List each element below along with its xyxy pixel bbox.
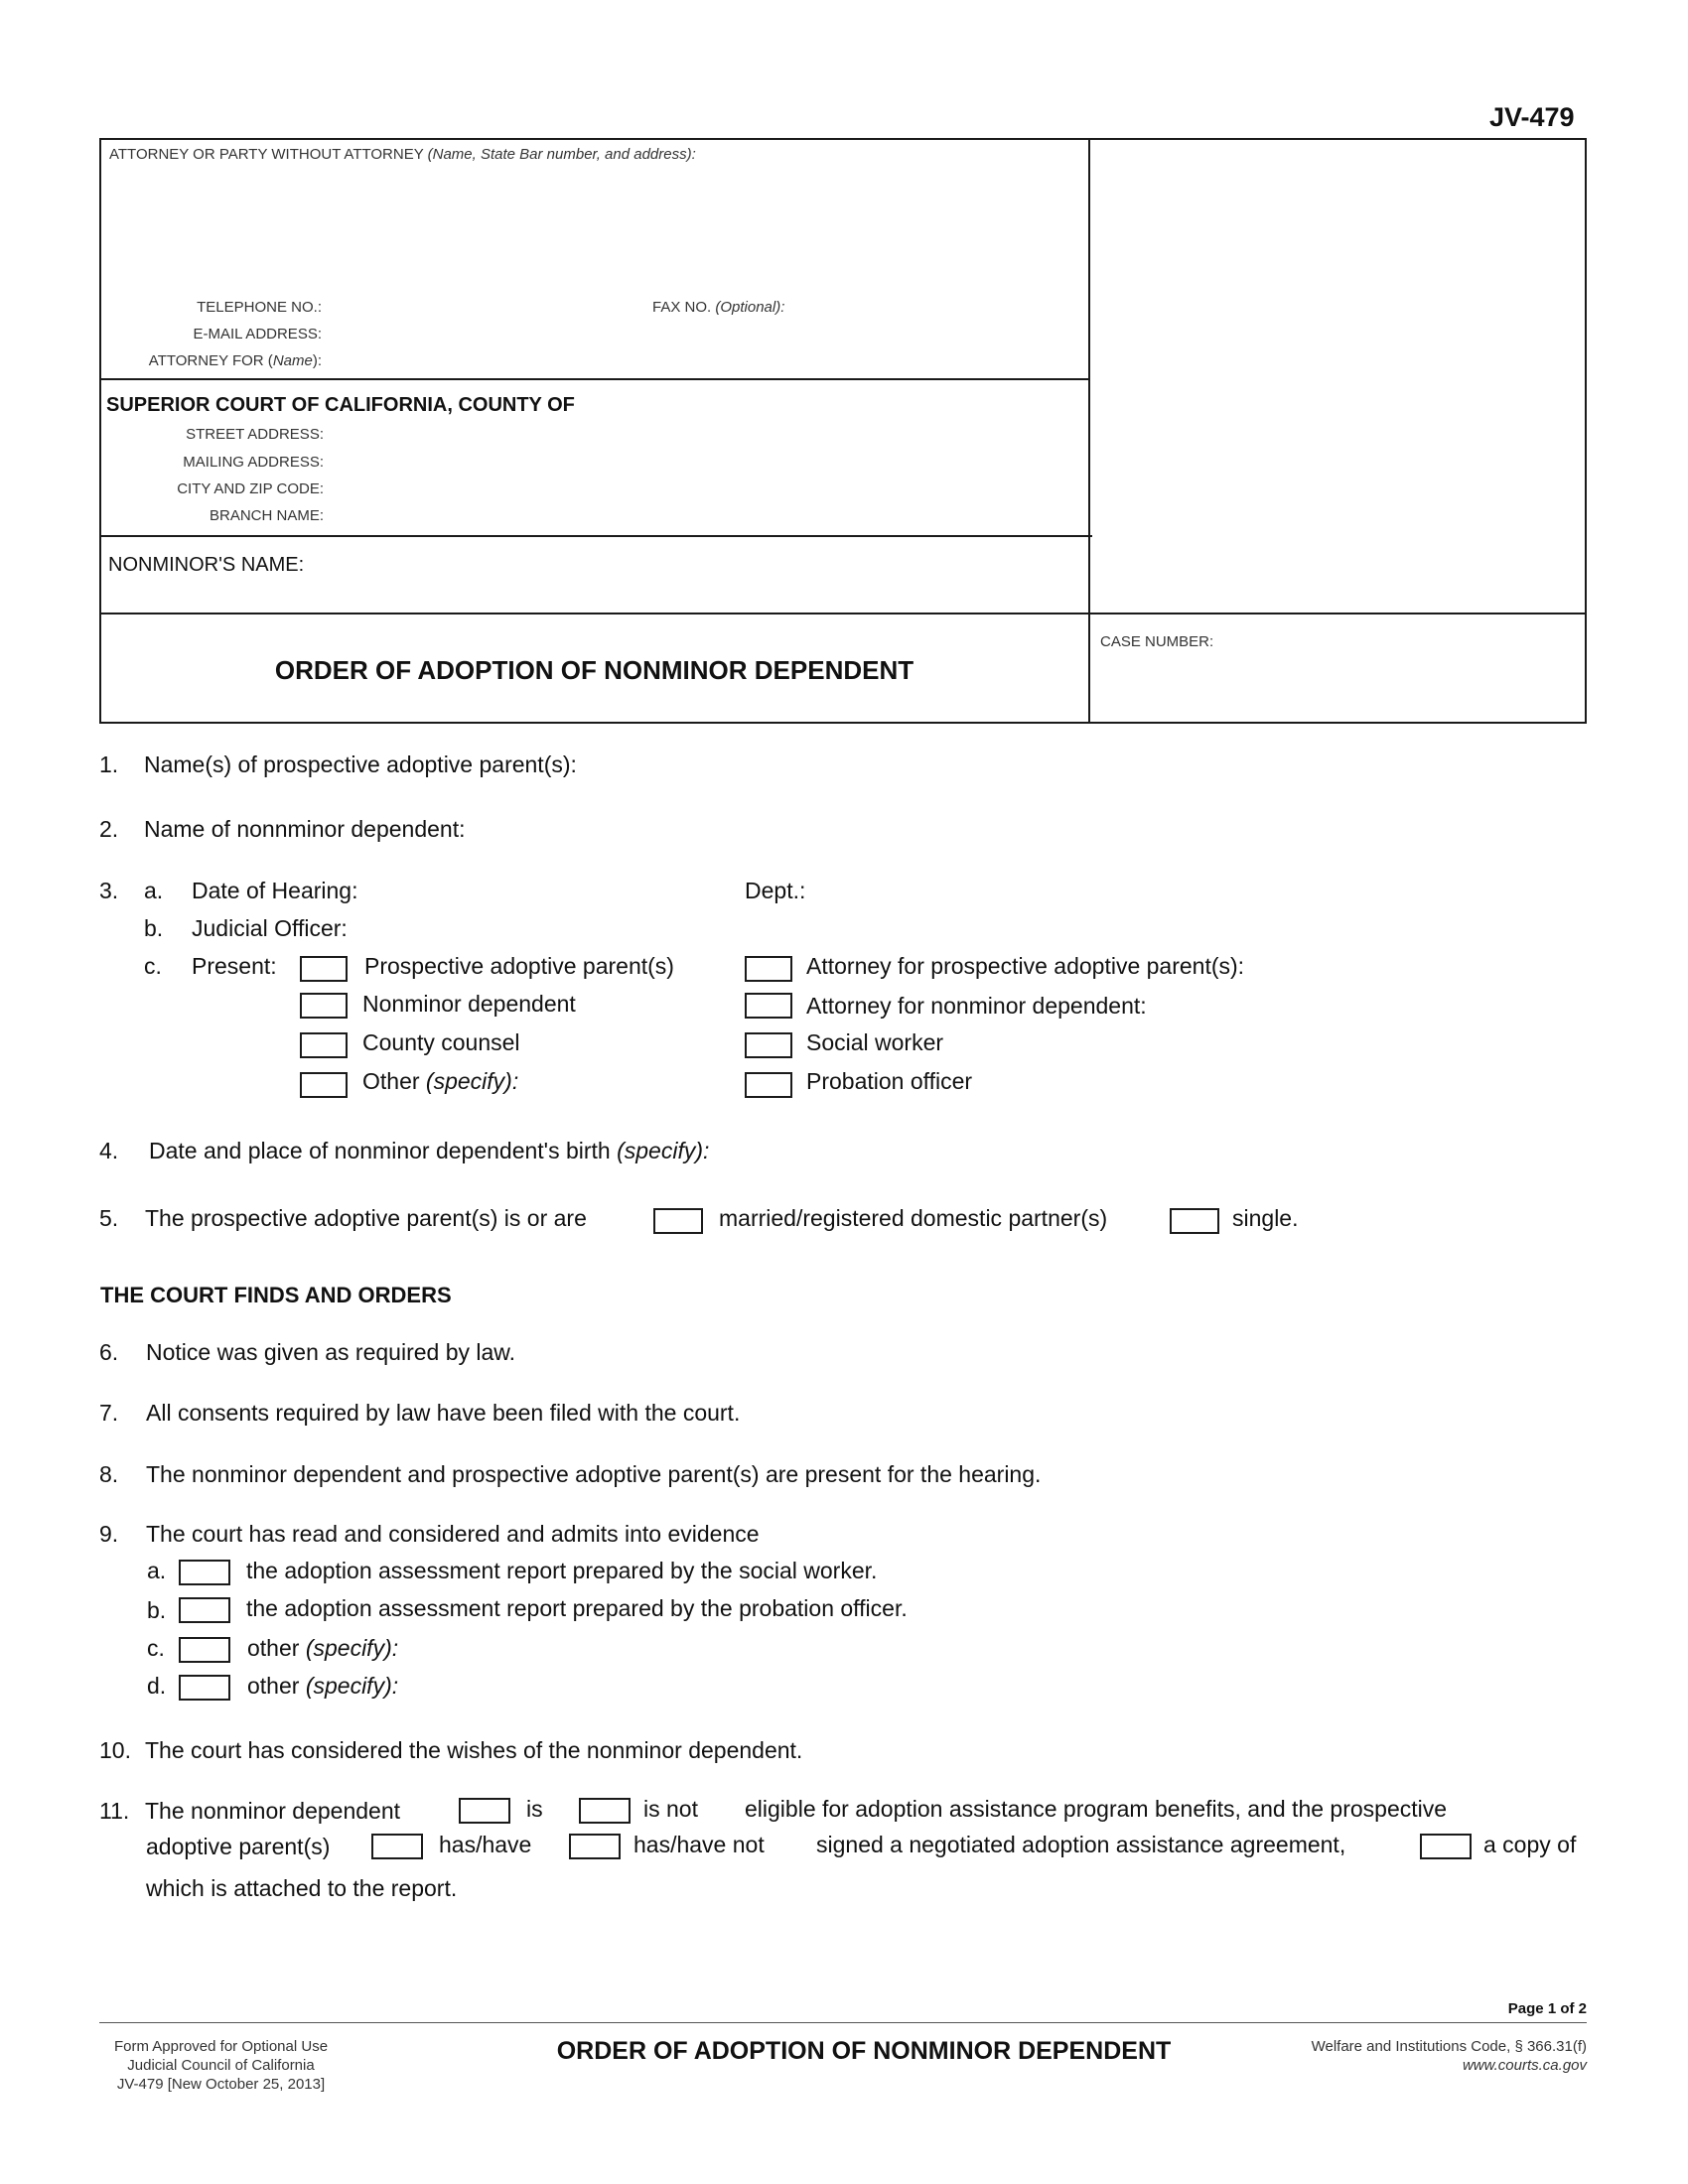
present-county-counsel: County counsel (362, 1029, 520, 1055)
item-5-text: The prospective adoptive parent(s) is or are (145, 1205, 587, 1231)
present-prospective-parents: Prospective adoptive parent(s) (364, 953, 674, 979)
item-9d-letter: d. (147, 1673, 167, 1699)
item-6-text: Notice was given as required by law. (146, 1339, 516, 1365)
item-11-text-4: signed a negotiated adoption assistance agreement, (816, 1832, 1346, 1857)
item-9c-text: other (specify): (247, 1635, 399, 1661)
item-9c-input[interactable] (422, 1633, 1574, 1661)
item-3c-letter: c. (144, 953, 162, 979)
checkbox-9a[interactable] (179, 1560, 230, 1585)
case-number-label: CASE NUMBER: (1100, 633, 1214, 650)
item-9a-text: the adoption assessment report prepared by the social worker. (246, 1558, 878, 1583)
city-zip-input[interactable] (330, 478, 1074, 499)
footer-rule (99, 2022, 1587, 2023)
present-nonminor-dependent: Nonminor dependent (362, 991, 576, 1017)
email-label: E-MAIL ADDRESS: (193, 326, 322, 342)
form-title: ORDER OF ADOPTION OF NONMINOR DEPENDENT (274, 655, 914, 685)
present-attorney-nonminor: Attorney for nonminor dependent: (806, 993, 1147, 1019)
nonminor-name-input[interactable] (333, 551, 1072, 601)
item-11-text-2: eligible for adoption assistance program benefits, and the prospective (745, 1796, 1448, 1822)
item-4-text: Date and place of nonminor dependent's birth (specify): (149, 1138, 710, 1163)
item-9a-letter: a. (147, 1558, 167, 1583)
hearing-date-input[interactable] (377, 876, 735, 903)
form-number: JV-479 (1489, 102, 1575, 132)
dept-input[interactable] (819, 876, 1216, 903)
footer-approval (99, 2037, 343, 2094)
item-11-number: 11. (99, 1798, 130, 1824)
item-9d-text: other (specify): (247, 1673, 399, 1699)
attorney-for-input[interactable] (328, 349, 1072, 371)
attorney-input[interactable] (109, 169, 1072, 288)
item-4-number: 4. (99, 1138, 119, 1163)
item-8-number: 8. (99, 1461, 119, 1487)
present-other-input[interactable] (541, 1066, 730, 1094)
mailing-input[interactable] (330, 451, 1074, 473)
street-input[interactable] (330, 423, 1074, 445)
title-divider (99, 613, 1587, 614)
present-label: Present: (192, 953, 277, 979)
adoptive-parents-input[interactable] (621, 750, 1574, 777)
item-11-is: is (526, 1796, 543, 1822)
footer-right-1: Welfare and Institutions Code, § 366.31(f) (1311, 2038, 1587, 2055)
item-9b-letter: b. (147, 1597, 167, 1623)
item-3a-letter: a. (144, 878, 164, 903)
item-3-number: 3. (99, 878, 119, 903)
footer-title: ORDER OF ADOPTION OF NONMINOR DEPENDENT (556, 2037, 1172, 2065)
attorney-parents-input[interactable] (1286, 951, 1574, 979)
item-11-text-5: which is attached to the report. (146, 1875, 458, 1901)
item-2-text: Name of nonnminor dependent: (144, 816, 466, 842)
item-11-text-3: adoptive parent(s) (146, 1834, 331, 1859)
court-label: SUPERIOR COURT OF CALIFORNIA, COUNTY OF (106, 394, 575, 416)
present-social-worker: Social worker (806, 1029, 944, 1055)
item-11-has-not: has/have not (633, 1832, 765, 1857)
item-5-married: married/registered domestic partner(s) (719, 1205, 1108, 1231)
judicial-officer-input[interactable] (367, 913, 1062, 941)
nonminor-dependent-input[interactable] (501, 814, 1574, 842)
branch-label: BRANCH NAME: (209, 507, 324, 524)
item-11-text-1: The nonminor dependent (145, 1798, 401, 1824)
court-finds-heading: THE COURT FINDS AND ORDERS (100, 1283, 452, 1307)
birth-date-place-input[interactable] (765, 1136, 1574, 1163)
item-1-text: Name(s) of prospective adoptive parent(s): (144, 751, 577, 777)
item-9-text: The court has read and considered and admits into evidence (146, 1521, 760, 1547)
court-divider (99, 535, 1092, 537)
email-input[interactable] (328, 323, 1072, 344)
item-7-number: 7. (99, 1400, 119, 1426)
checkbox-prospective-parents[interactable] (300, 956, 348, 982)
item-6-number: 6. (99, 1339, 119, 1365)
checkbox-copy-attached[interactable] (1420, 1834, 1472, 1859)
checkbox-has-signed[interactable] (371, 1834, 423, 1859)
item-8-text: The nonminor dependent and prospective adoptive parent(s) are present for the hearing. (146, 1461, 1042, 1487)
judicial-officer-label: Judicial Officer: (192, 915, 348, 941)
item-5-number: 5. (99, 1205, 119, 1231)
footer-left-3: JV-479 [New October 25, 2013] (116, 2076, 326, 2093)
checkbox-not-eligible[interactable] (579, 1798, 631, 1824)
checkbox-married[interactable] (653, 1208, 703, 1234)
hearing-date-label: Date of Hearing: (192, 878, 358, 903)
page-number: Page 1 of 2 (1507, 2000, 1587, 2017)
item-9d-input[interactable] (422, 1671, 1574, 1699)
footer-left-2: Judicial Council of California (127, 2057, 315, 2074)
fax-input[interactable] (806, 296, 1074, 318)
checkbox-9b[interactable] (179, 1597, 230, 1623)
item-5-single: single. (1232, 1205, 1299, 1231)
present-attorney-parents: Attorney for prospective adoptive parent(s): (806, 953, 1245, 979)
mailing-label: MAILING ADDRESS: (183, 454, 324, 471)
checkbox-9c[interactable] (179, 1637, 230, 1663)
city-zip-label: CITY AND ZIP CODE: (177, 480, 324, 497)
attorney-label: ATTORNEY OR PARTY WITHOUT ATTORNEY (Name, State Bar number, and address): (109, 146, 696, 163)
checkbox-eligible[interactable] (459, 1798, 510, 1824)
nonminor-name-label: NONMINOR'S NAME: (108, 554, 305, 576)
case-number-input[interactable] (1100, 660, 1577, 710)
footer-code (1192, 2037, 1587, 2075)
checkbox-single[interactable] (1170, 1208, 1219, 1234)
footer-left-1: Form Approved for Optional Use (113, 2038, 329, 2055)
checkbox-9d[interactable] (179, 1675, 230, 1701)
caption-divider (1088, 138, 1090, 724)
checkbox-nonminor-dependent[interactable] (300, 993, 348, 1019)
item-1-number: 1. (99, 751, 119, 777)
street-label: STREET ADDRESS: (186, 426, 324, 443)
item-7-text: All consents required by law have been filed with the court. (146, 1400, 741, 1426)
branch-input[interactable] (330, 504, 1074, 526)
item-2-number: 2. (99, 816, 119, 842)
checkbox-social-worker[interactable] (745, 1032, 792, 1058)
attorney-nonminor-input[interactable] (1182, 991, 1574, 1019)
telephone-input[interactable] (328, 296, 626, 318)
checkbox-has-not-signed[interactable] (569, 1834, 621, 1859)
item-9-number: 9. (99, 1521, 119, 1547)
dept-label: Dept.: (745, 878, 806, 903)
checkbox-county-counsel[interactable] (300, 1032, 348, 1058)
attorney-divider (99, 378, 1089, 380)
checkbox-attorney-nonminor[interactable] (745, 993, 792, 1019)
item-10-number: 10. (99, 1737, 131, 1763)
item-9c-letter: c. (147, 1635, 165, 1661)
item-9b-text: the adoption assessment report prepared by the probation officer. (246, 1595, 908, 1621)
checkbox-other-present[interactable] (300, 1072, 348, 1098)
present-probation-officer: Probation officer (806, 1068, 973, 1094)
checkbox-probation-officer[interactable] (745, 1072, 792, 1098)
checkbox-attorney-parents[interactable] (745, 956, 792, 982)
item-3b-letter: b. (144, 915, 164, 941)
present-other: Other (specify): (362, 1068, 519, 1094)
attorney-for-label: ATTORNEY FOR (Name): (148, 352, 322, 369)
item-11-is-not: is not (643, 1796, 698, 1822)
telephone-label: TELEPHONE NO.: (197, 299, 322, 316)
item-10-text: The court has considered the wishes of the nonminor dependent. (145, 1737, 803, 1763)
footer-website: www.courts.ca.gov (1462, 2057, 1587, 2074)
item-11-copy: a copy of (1483, 1832, 1577, 1857)
fax-label: FAX NO. (Optional): (652, 299, 785, 316)
item-11-has: has/have (439, 1832, 532, 1857)
